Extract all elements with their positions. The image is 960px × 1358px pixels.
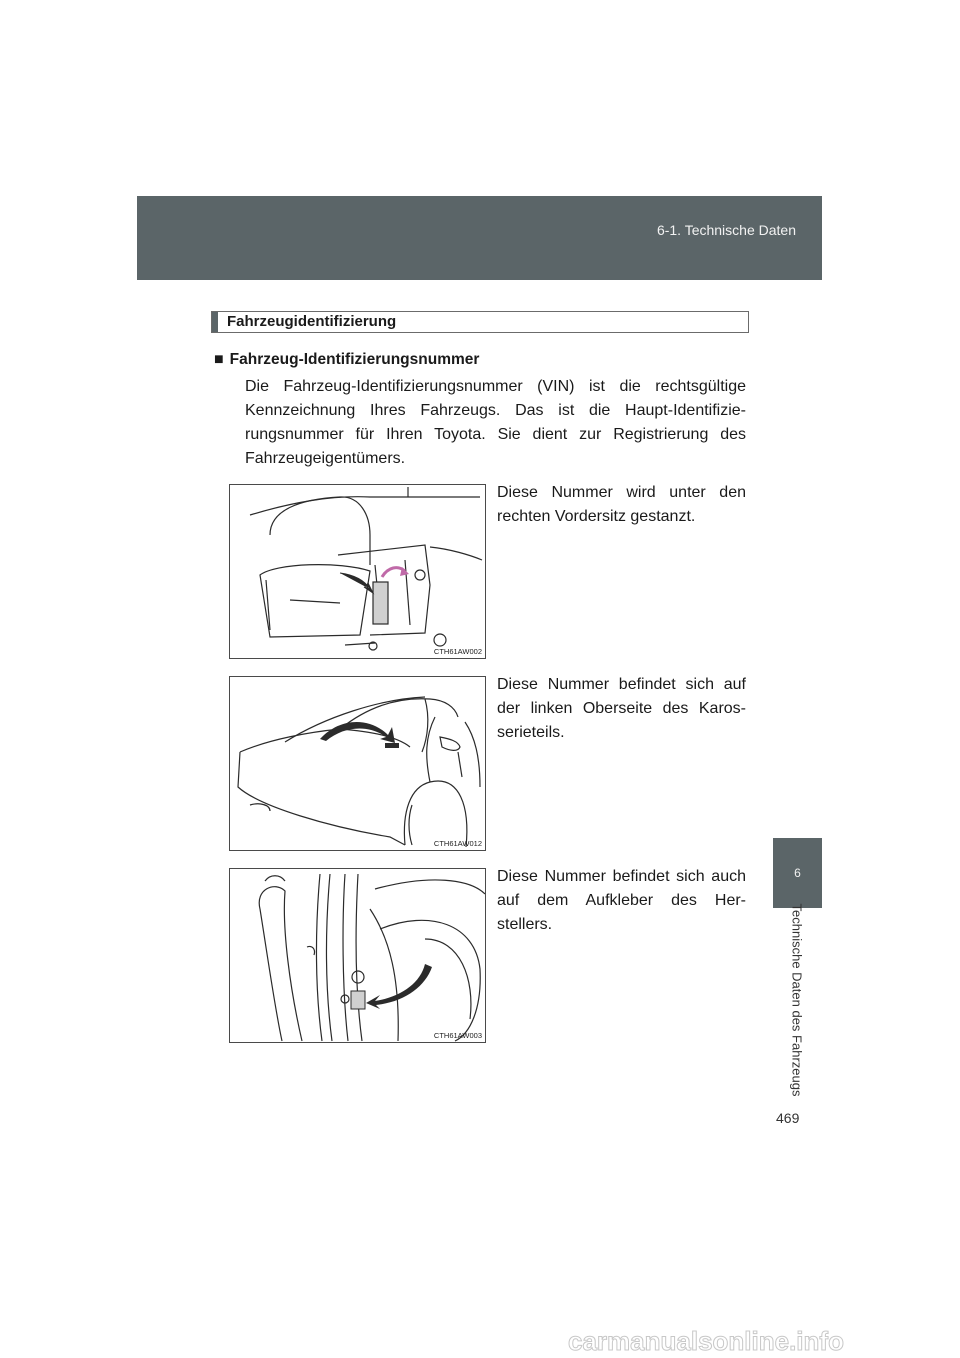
pointer-arrow-icon (320, 722, 395, 743)
watermark-logo (566, 1326, 956, 1356)
section-header-box (211, 311, 749, 333)
figure-code: CTH61AW012 (433, 839, 482, 848)
manufacturer-label-highlight (351, 991, 365, 1009)
figure-description: Diese Nummer befindet sich auch auf dem Aufkleber des Her-stellers. (497, 868, 746, 933)
page-number: 469 (776, 1110, 800, 1126)
figure-code: CTH61AW003 (433, 1031, 482, 1040)
figure-code: CTH61AW002 (433, 647, 482, 656)
figure-door-pillar (229, 868, 486, 1043)
watermark (566, 1326, 956, 1356)
svg-text:carmanualsonline.info: carmanualsonline.info (568, 1326, 844, 1356)
seat-illustration (230, 485, 486, 659)
chapter-title: Technische Daten des Fahrzeugs (789, 903, 805, 1097)
subheading-text: Fahrzeug-Identifizierungsnummer (229, 351, 480, 368)
figure-car (229, 676, 486, 851)
subheading (214, 351, 479, 369)
figure-description: Diese Nummer befindet sich auf der linken Oberseite des Karos-serieteils. (497, 676, 746, 741)
intro-paragraph: Die Fahrzeug-Identifizierungsnummer (VIN) ist die rechtsgültige Kennzeichnung Ihres Fahrzeugs. Das ist die Haupt-Identifizie-rungsnummer für Ihren Toyota. Sie dient zur Registrierung des Fahrzeugeigentümers. (245, 378, 746, 467)
vin-location-marker (385, 743, 399, 748)
figure-description: Diese Nummer wird unter den rechten Vordersitz gestanzt. (497, 484, 746, 525)
chapter-number: 6 (794, 866, 801, 880)
figure-seat (229, 484, 486, 659)
pointer-arrow-icon (366, 964, 432, 1009)
header-band (137, 196, 822, 280)
car-illustration (230, 677, 486, 851)
section-title: Fahrzeugidentifizierung (227, 313, 397, 330)
chapter-tab (773, 838, 822, 908)
section-breadcrumb: 6-1. Technische Daten (656, 222, 796, 238)
section-header-bar (212, 312, 218, 332)
square-bullet-icon: ■ (214, 351, 224, 368)
pointer-arrow-icon (340, 573, 373, 593)
door-pillar-illustration (230, 869, 486, 1043)
vin-plate-highlight (373, 582, 388, 624)
